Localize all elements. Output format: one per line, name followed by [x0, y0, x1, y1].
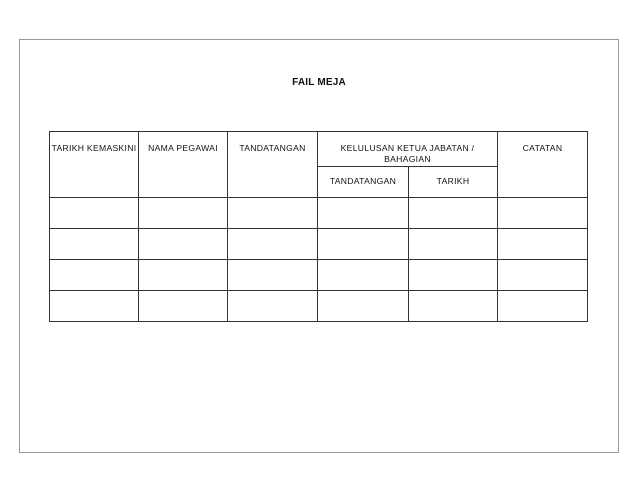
cell-tandatangan[interactable] [228, 229, 318, 260]
header-nama-pegawai: NAMA PEGAWAI [139, 132, 228, 198]
cell-tarikh-kemaskini[interactable] [50, 291, 139, 322]
cell-kelulusan-tandatangan[interactable] [318, 198, 409, 229]
table-row [50, 229, 588, 260]
cell-tarikh-kemaskini[interactable] [50, 229, 139, 260]
header-tarikh-kemaskini: TARIKH KEMASKINI [50, 132, 139, 198]
cell-catatan[interactable] [498, 198, 588, 229]
header-kelulusan: KELULUSAN KETUA JABATAN / BAHAGIAN [318, 132, 498, 167]
cell-nama-pegawai[interactable] [139, 198, 228, 229]
cell-kelulusan-tarikh[interactable] [409, 260, 498, 291]
header-kelulusan-tarikh: TARIKH [409, 167, 498, 198]
fail-meja-table [49, 131, 588, 322]
cell-tandatangan[interactable] [228, 291, 318, 322]
cell-kelulusan-tarikh[interactable] [409, 291, 498, 322]
document-title: FAIL MEJA [292, 77, 346, 88]
cell-kelulusan-tandatangan[interactable] [318, 260, 409, 291]
cell-kelulusan-tandatangan[interactable] [318, 229, 409, 260]
header-catatan: CATATAN [498, 132, 588, 198]
table-row [50, 291, 588, 322]
cell-tandatangan[interactable] [228, 260, 318, 291]
cell-kelulusan-tandatangan[interactable] [318, 291, 409, 322]
cell-catatan[interactable] [498, 260, 588, 291]
table-row [50, 260, 588, 291]
cell-catatan[interactable] [498, 229, 588, 260]
cell-tarikh-kemaskini[interactable] [50, 198, 139, 229]
cell-tandatangan[interactable] [228, 198, 318, 229]
header-kelulusan-tandatangan: TANDATANGAN [318, 167, 409, 198]
cell-kelulusan-tarikh[interactable] [409, 229, 498, 260]
table-row [50, 198, 588, 229]
cell-tarikh-kemaskini[interactable] [50, 260, 139, 291]
header-tandatangan: TANDATANGAN [228, 132, 318, 198]
cell-kelulusan-tarikh[interactable] [409, 198, 498, 229]
cell-catatan[interactable] [498, 291, 588, 322]
cell-nama-pegawai[interactable] [139, 260, 228, 291]
cell-nama-pegawai[interactable] [139, 291, 228, 322]
cell-nama-pegawai[interactable] [139, 229, 228, 260]
